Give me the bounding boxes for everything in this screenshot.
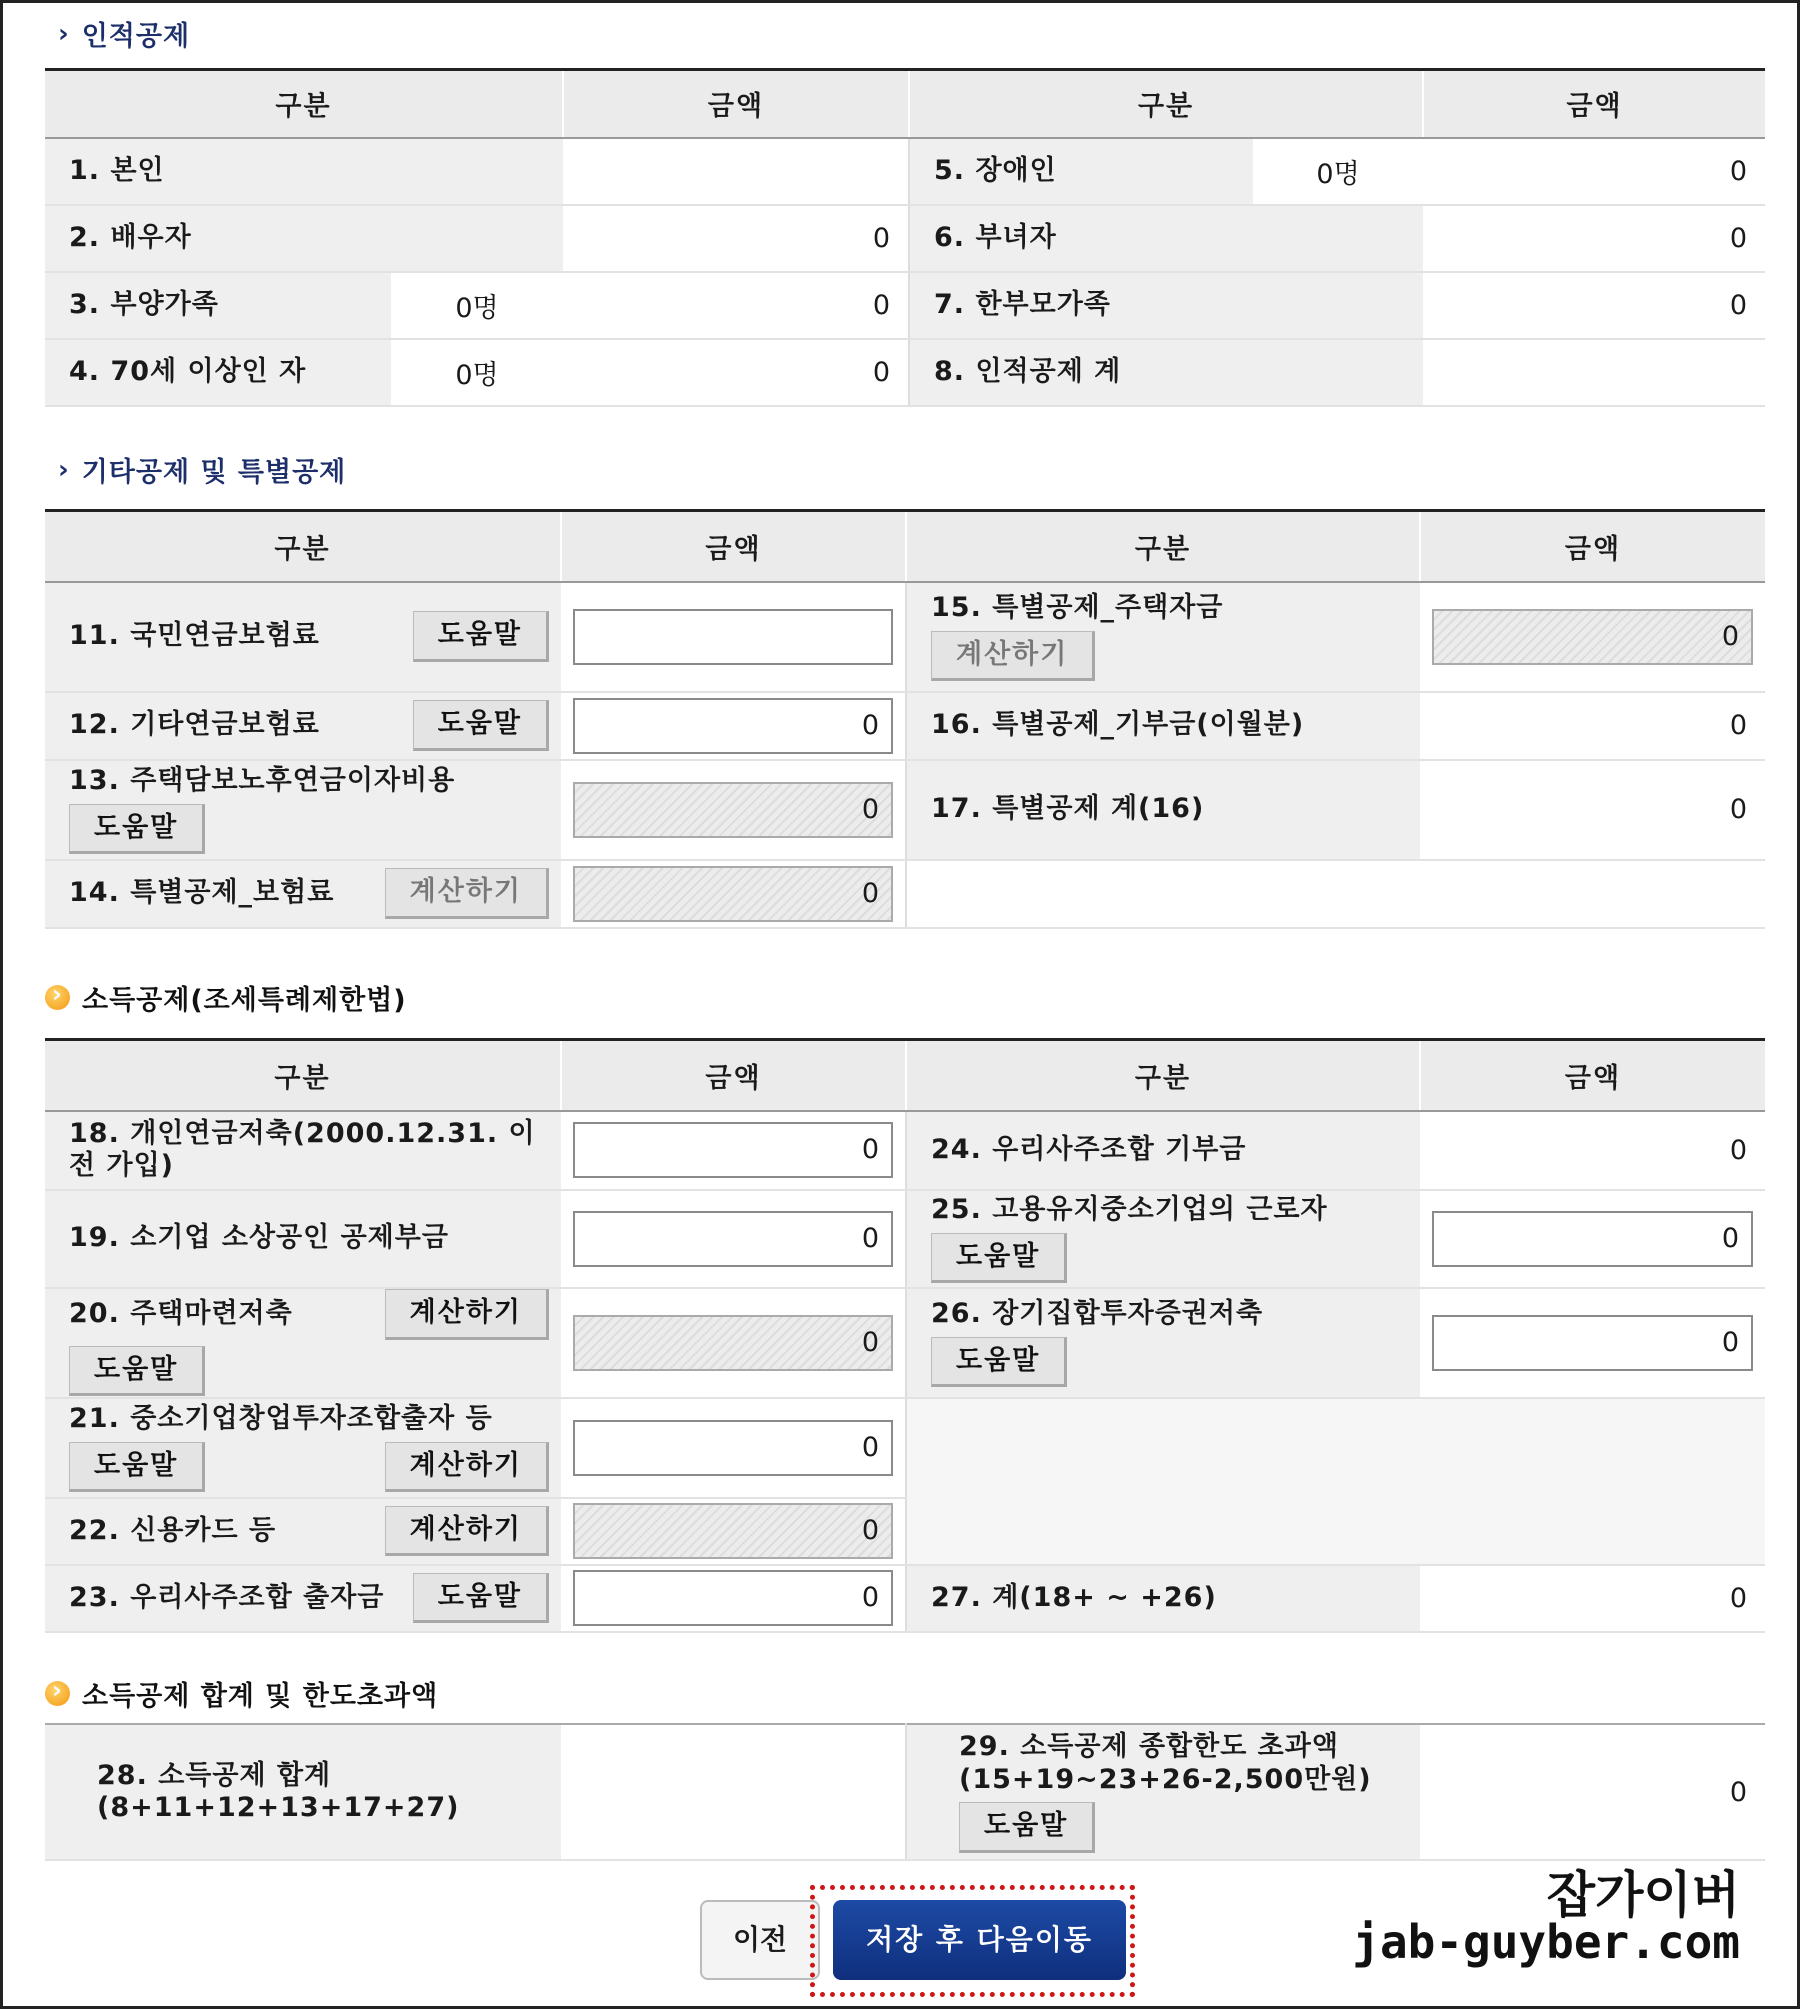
row-label-spouse: 2. 배우자 [45,205,563,272]
housing-fund-input: 0 [1432,609,1753,665]
row-count-dependents: 0명 [391,272,563,339]
row-label-deduction-total: 28. 소득공제 합계(8+11+12+13+17+27) [45,1724,561,1860]
row-value-donation: 0 [1420,692,1765,760]
row-label-esop-donation: 24. 우리사주조합 기부금 [906,1111,1420,1190]
housing-savings-input: 0 [573,1315,893,1371]
national-pension-input[interactable] [573,609,893,665]
long-term-fund-input[interactable]: 0 [1432,1315,1753,1371]
header-amount: 금액 [561,1040,906,1111]
row-count-over70: 0명 [391,339,563,406]
total-table [45,1723,1765,1861]
header-gubun: 구분 [45,511,561,582]
row-label-personal-pension: 18. 개인연금저축(2000.12.31. 이전 가입) [45,1111,561,1190]
help-button[interactable]: 도움말 [413,1573,549,1623]
row-label-over70: 4. 70세 이상인 자 [45,339,391,406]
row-value-deduction-total [561,1724,906,1860]
row-value-self [563,138,909,205]
row-value-personal-total [1423,339,1765,406]
row-value-disabled: 0 [1423,138,1765,205]
calc-button[interactable]: 계산하기 [385,1442,549,1492]
tax-deduction-table [45,1038,1765,1633]
row-label-dependents: 3. 부양가족 [45,272,391,339]
row-national-pension: 11. 국민연금보험료 도움말 [45,582,561,692]
help-button[interactable]: 도움말 [931,1337,1067,1387]
help-button[interactable]: 도움말 [69,1442,205,1492]
row-value-dependents: 0 [563,272,909,339]
row-label-disabled: 5. 장애인 [909,138,1253,205]
watermark-url: jab-guyber.com [1352,1915,1740,1969]
calc-button[interactable]: 계산하기 [385,868,549,918]
insurance-input: 0 [573,866,893,922]
calc-button[interactable]: 계산하기 [931,631,1095,681]
startup-investment-input[interactable]: 0 [573,1420,893,1476]
header-amount: 금액 [563,70,909,138]
help-button[interactable]: 도움말 [413,700,549,750]
row-label-small-business: 19. 소기업 소상공인 공제부금 [45,1190,561,1288]
row-value-spouse: 0 [563,205,909,272]
section-title-total: › 소득공제 합계 및 한도초과액 [45,1674,438,1713]
header-amount: 금액 [1423,70,1765,138]
row-housing-fund: 15. 특별공제_주택자금 계산하기 [906,582,1420,692]
row-label-special-total: 17. 특별공제 계(16) [906,760,1420,860]
row-esop-contribution: 23. 우리사주조합 출자금 도움말 [45,1565,561,1632]
row-limit-excess: 29. 소득공제 종합한도 초과액(15+19~23+26-2,500만원) 도움말 [906,1724,1420,1860]
other-pension-input[interactable]: 0 [573,698,893,754]
help-button[interactable]: 도움말 [69,1346,205,1396]
row-insurance: 14. 특별공제_보험료 계산하기 [45,860,561,928]
row-mortgage-interest: 13. 주택담보노후연금이자비용 도움말 [45,760,561,860]
credit-card-input: 0 [573,1503,893,1559]
row-credit-card: 22. 신용카드 등 계산하기 [45,1498,561,1565]
save-next-button[interactable]: 저장 후 다음이동 [833,1900,1126,1980]
header-amount: 금액 [1420,511,1765,582]
small-business-input[interactable]: 0 [573,1211,893,1267]
row-value-esop-donation: 0 [1420,1111,1765,1190]
help-button[interactable]: 도움말 [413,611,549,661]
row-value-special-total: 0 [1420,760,1765,860]
row-value-over70: 0 [563,339,909,406]
row-label-tax-total: 27. 계(18+ ~ +26) [906,1565,1420,1632]
row-label-personal-total: 8. 인적공제 계 [909,339,1423,406]
help-button[interactable]: 도움말 [69,804,205,854]
header-gubun: 구분 [45,70,563,138]
mortgage-interest-input: 0 [573,782,893,838]
bullet-arrow-icon [45,1681,70,1706]
row-startup-investment: 21. 중소기업창업투자조합출자 등 도움말 계산하기 [45,1398,561,1498]
row-value-woman: 0 [1423,205,1765,272]
row-label-self: 1. 본인 [45,138,563,205]
chevron-right-icon: › [58,18,70,49]
section-title-tax: › 소득공제(조세특례제한법) [45,978,407,1017]
row-value-limit-excess: 0 [1420,1724,1765,1860]
header-gubun: 구분 [909,70,1423,138]
row-employment-retention: 25. 고용유지중소기업의 근로자 도움말 [906,1190,1420,1288]
row-label-woman: 6. 부녀자 [909,205,1423,272]
header-amount: 금액 [1420,1040,1765,1111]
other-deduction-table [45,509,1765,929]
esop-contribution-input[interactable]: 0 [573,1570,893,1626]
personal-deduction-table [45,68,1765,407]
row-label-single-parent: 7. 한부모가족 [909,272,1423,339]
row-long-term-fund: 26. 장기집합투자증권저축 도움말 [906,1288,1420,1398]
section-title-other: › 기타공제 및 특별공제 [58,454,347,488]
prev-button[interactable]: 이전 [700,1900,820,1980]
calc-button[interactable]: 계산하기 [385,1506,549,1556]
header-gubun: 구분 [45,1040,561,1111]
header-gubun: 구분 [906,511,1420,582]
chevron-right-icon: › [58,454,70,485]
employment-retention-input[interactable]: 0 [1432,1211,1753,1267]
help-button[interactable]: 도움말 [931,1233,1067,1283]
header-amount: 금액 [561,511,906,582]
row-value-tax-total: 0 [1420,1565,1765,1632]
bullet-arrow-icon [45,985,70,1010]
highlight-box [810,1885,1135,1997]
row-value-single-parent: 0 [1423,272,1765,339]
watermark-name: 잡가이버 [1546,1866,1740,1924]
row-other-pension: 12. 기타연금보험료 도움말 [45,692,561,760]
row-count-disabled: 0명 [1253,138,1423,205]
row-housing-savings: 20. 주택마련저축 계산하기 도움말 [45,1288,561,1398]
calc-button[interactable]: 계산하기 [385,1289,549,1339]
personal-pension-input[interactable]: 0 [573,1122,893,1178]
header-gubun: 구분 [906,1040,1420,1111]
section-title-personal: › 인적공제 [58,18,191,52]
help-button[interactable]: 도움말 [959,1802,1095,1852]
row-label-donation: 16. 특별공제_기부금(이월분) [906,692,1420,760]
